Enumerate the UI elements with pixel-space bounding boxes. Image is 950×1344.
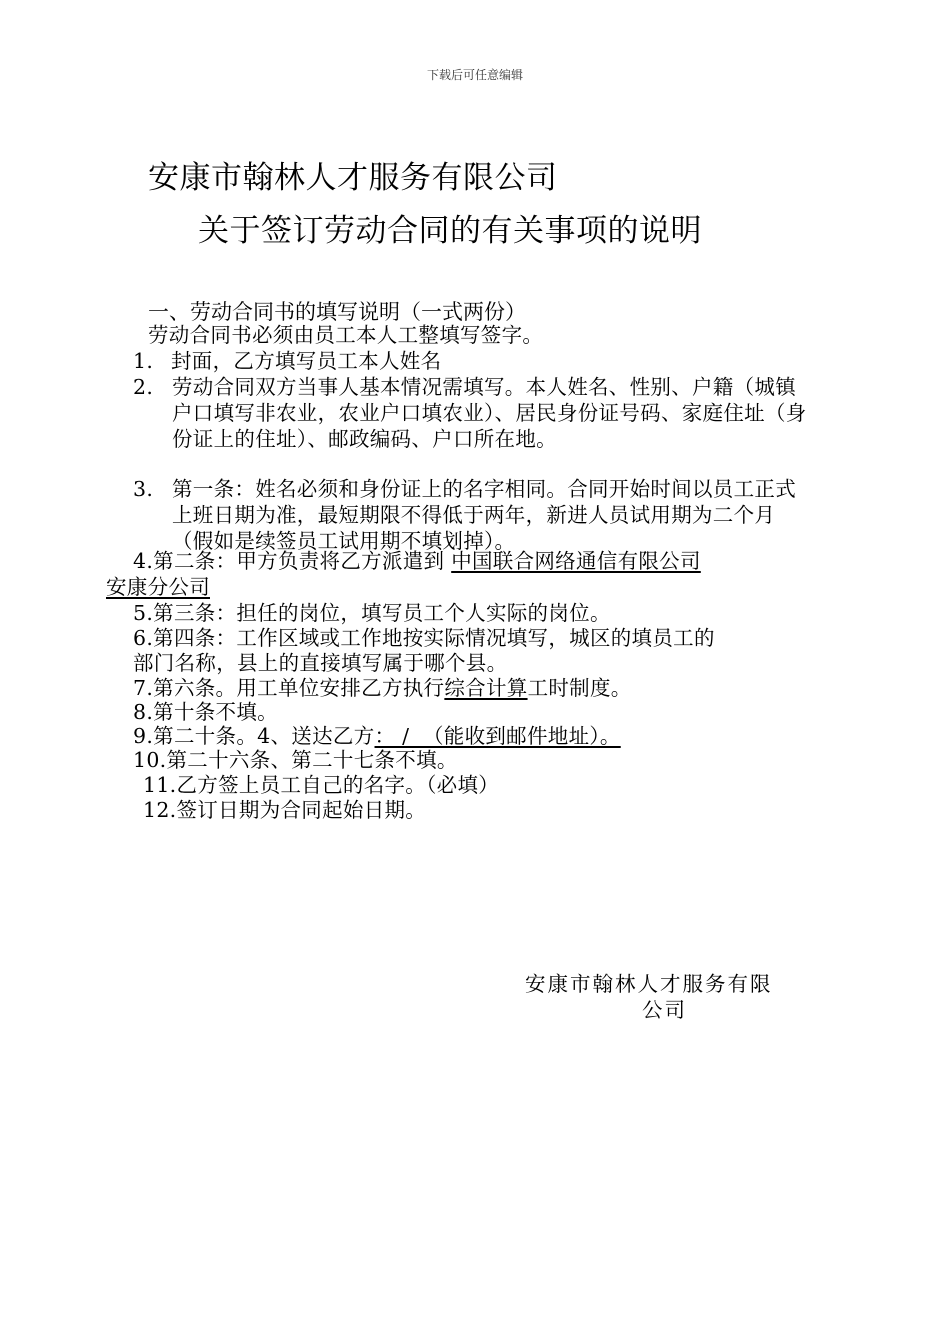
list-item-12: 12.签订日期为合同起始日期。 <box>143 798 427 822</box>
document-title-subject: 关于签订劳动合同的有关事项的说明 <box>198 213 702 249</box>
signature-company-continued: 公司 <box>642 998 687 1022</box>
list-item-10: 10.第二十六条、第二十七条不填。 <box>133 748 458 772</box>
delivery-address: ： / （能收到邮件地址）。 <box>374 724 621 748</box>
item-text: 7.第六条。用工单位安排乙方执行 <box>133 676 445 700</box>
item-text: 劳动合同双方当事人基本情况需填写。本人姓名、性别、户籍（城镇户口填写非农业，农业户口填农业）、居民身份证号码、家庭住址（身份证上的住址）、邮政编码、户口所在地。 <box>172 375 807 451</box>
list-item-8: 8.第十条不填。 <box>133 700 278 724</box>
item-text: 4.第二条：甲方负责将乙方派遣到 <box>133 549 452 573</box>
list-item-7 <box>133 675 632 701</box>
item-number: 1. <box>133 349 154 373</box>
list-item-1 <box>133 348 441 374</box>
list-item-11: 11.乙方签上员工自己的名字。（必填） <box>143 773 500 797</box>
item-text: 第一条：姓名必须和身份证上的名字相同。合同开始时间以员工正式上班日期为准，最短期限不得低于两年，新进人员试用期为二个月（假如是续签员工试用期不填划掉）。 <box>172 477 796 553</box>
list-item-5: 5.第三条：担任的岗位，填写员工个人实际的岗位。 <box>133 601 611 625</box>
dispatch-branch: 安康分公司 <box>106 575 210 599</box>
list-item-6-continued: 部门名称，县上的直接填写属于哪个县。 <box>133 651 508 675</box>
list-item-4 <box>133 548 701 574</box>
item-number: 2. <box>133 375 154 399</box>
item-text-suffix: 工时制度。 <box>527 676 632 700</box>
document-title-company: 安康市翰林人才服务有限公司 <box>148 160 558 196</box>
item-number: 3. <box>133 477 154 501</box>
section-heading: 一、劳动合同书的填写说明（一式两份） <box>148 300 526 324</box>
item-text: 9.第二十条。4、送达乙方 <box>133 724 375 748</box>
list-item-9 <box>133 723 621 749</box>
intro-text: 劳动合同书必须由员工本人工整填写签字。 <box>148 323 544 347</box>
signature-company: 安康市翰林人才服务有限 <box>525 972 773 996</box>
list-item-4-continued <box>106 574 210 600</box>
item-text: 封面，乙方填写员工本人姓名 <box>171 349 442 373</box>
working-hours-system: 综合计算 <box>444 676 528 700</box>
dispatch-company: 中国联合网络通信有限公司 <box>451 549 701 573</box>
list-item-6: 6.第四条：工作区域或工作地按实际情况填写，城区的填员工的 <box>133 626 715 650</box>
header-note: 下载后可任意编辑 <box>426 68 523 82</box>
